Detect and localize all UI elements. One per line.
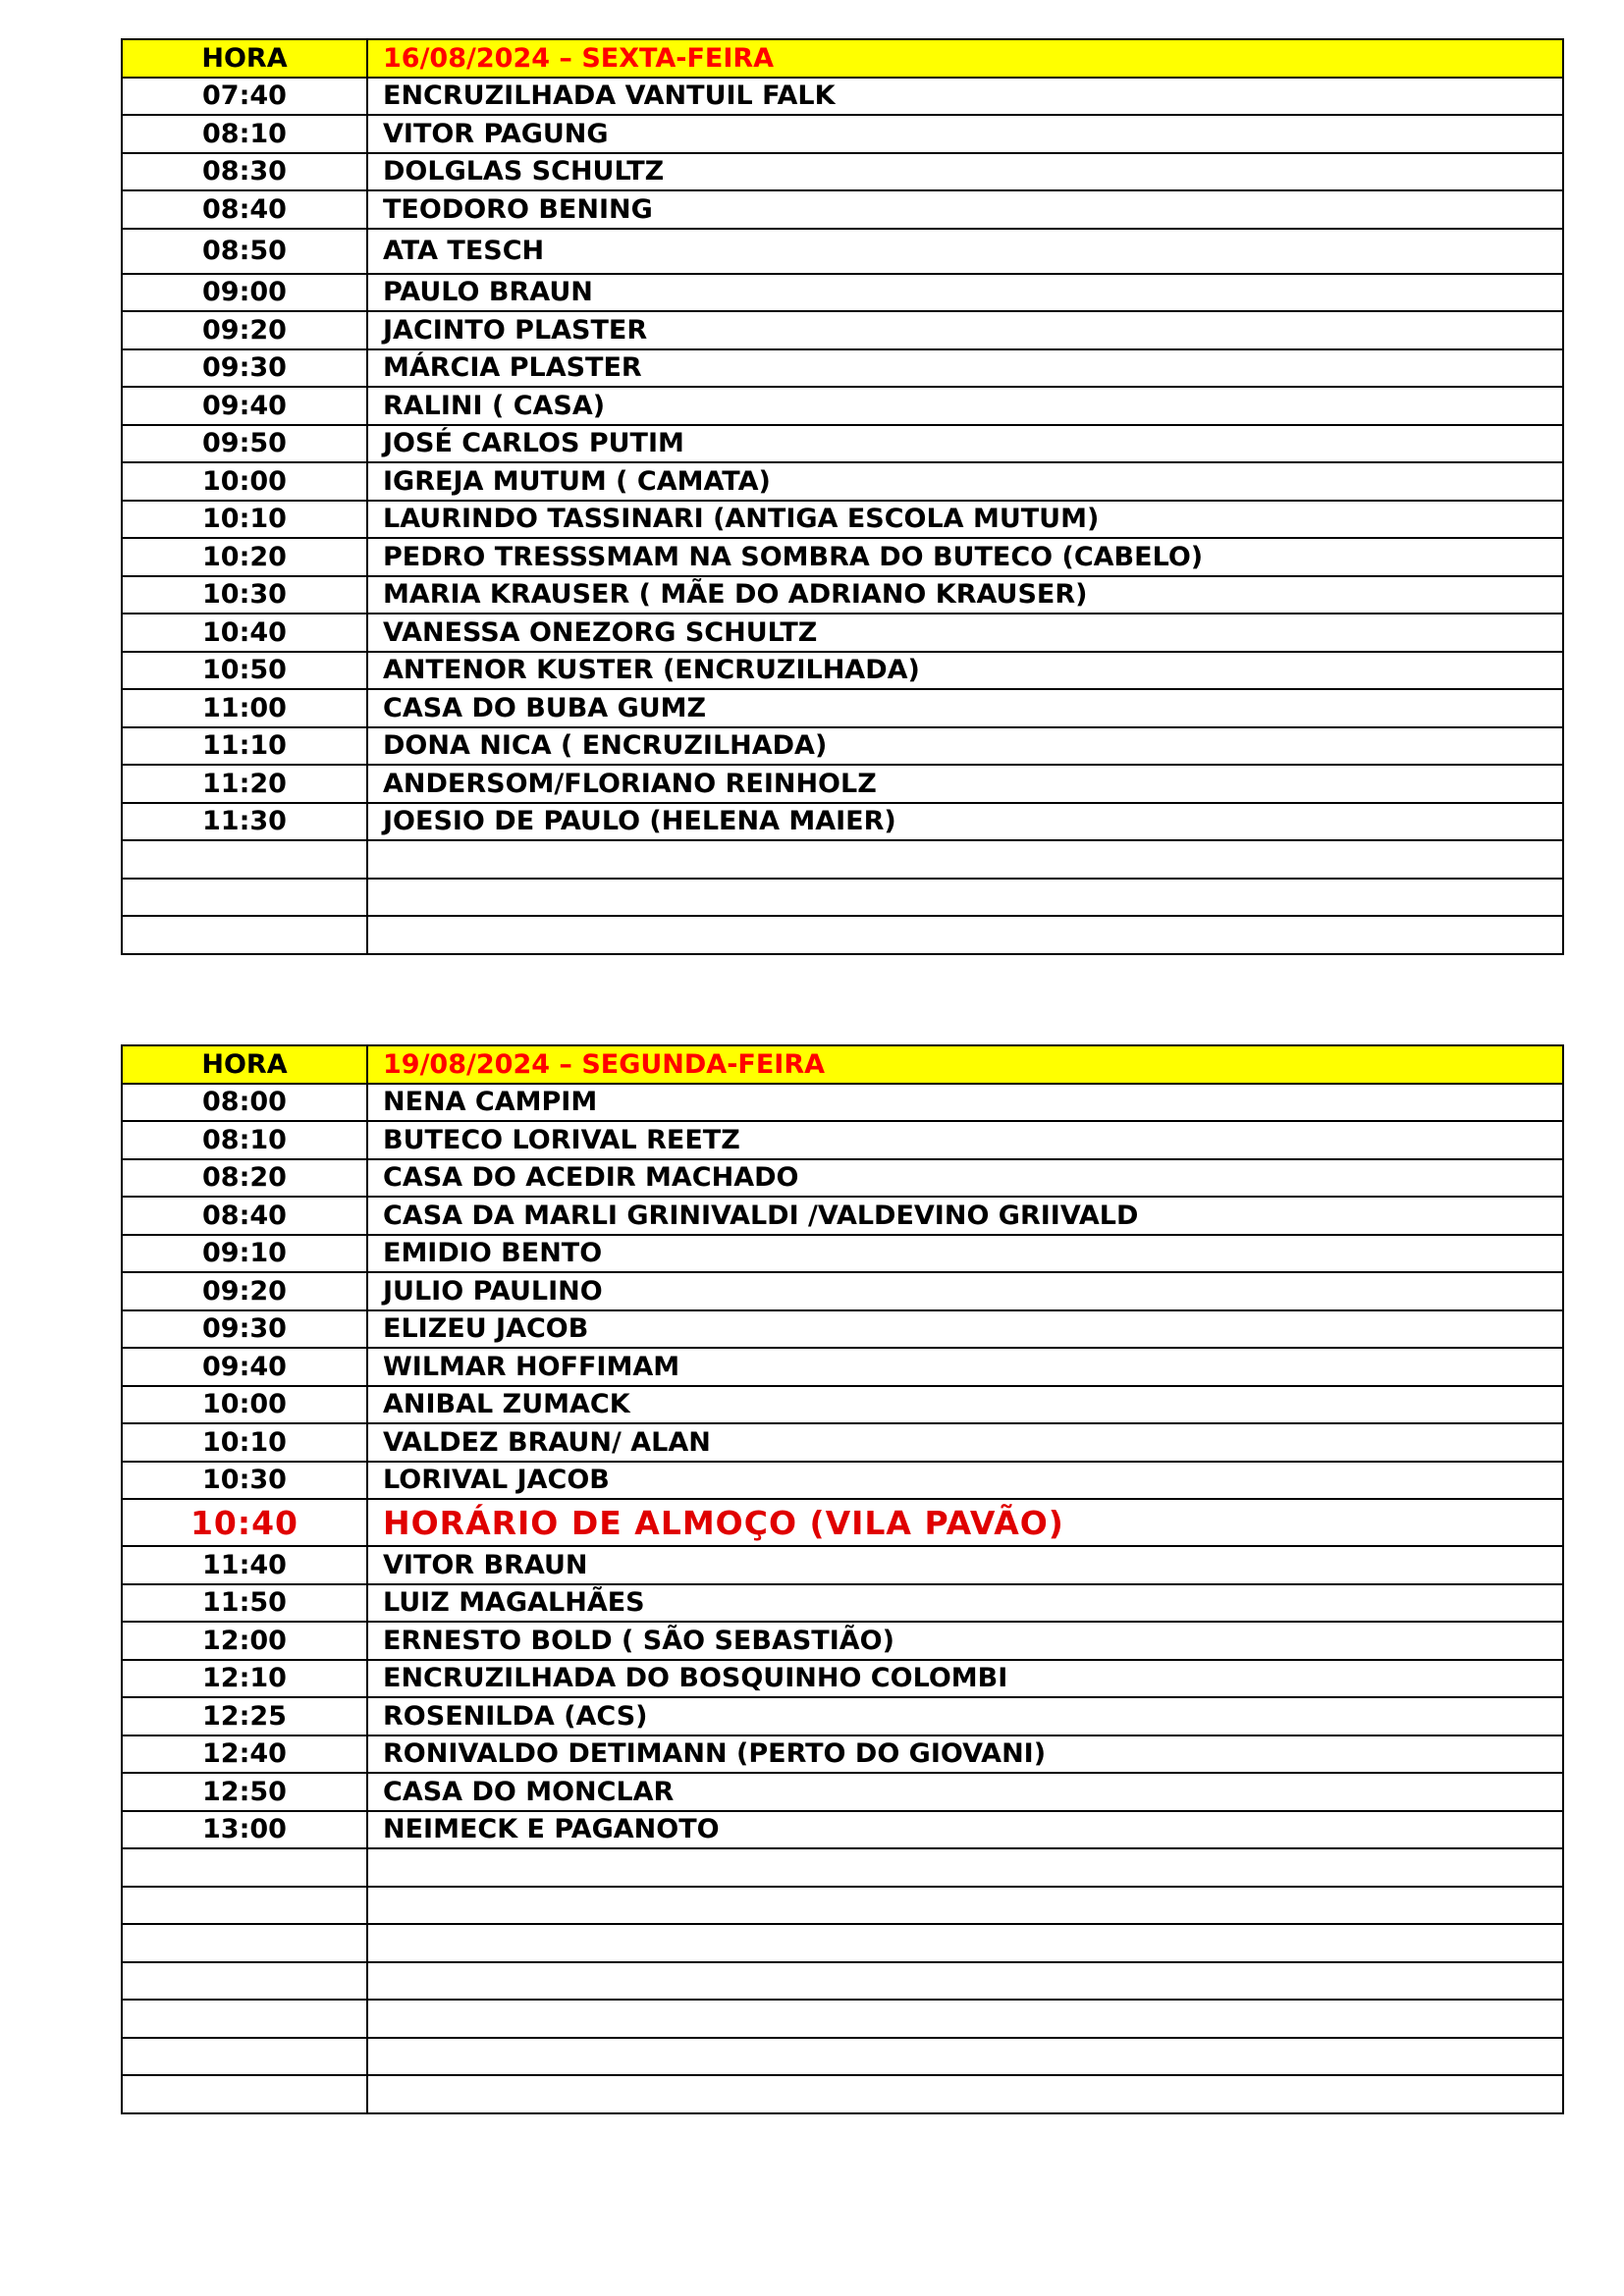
schedule-row: [122, 115, 1563, 153]
schedule-row: [122, 1348, 1563, 1386]
hora-header: HORA: [122, 39, 367, 78]
schedule-row: [122, 803, 1563, 841]
location-cell: ANTENOR KUSTER (ENCRUZILHADA): [367, 652, 1563, 690]
time-cell: 12:50: [122, 1773, 367, 1811]
location-cell: BUTECO LORIVAL REETZ: [367, 1121, 1563, 1159]
location-cell: JOSÉ CARLOS PUTIM: [367, 425, 1563, 463]
time-cell: 13:00: [122, 1811, 367, 1849]
lunch-break-row: [122, 1499, 1563, 1546]
monday-header-row: [122, 1045, 1563, 1084]
monday-date-header: 19/08/2024 – SEGUNDA-FEIRA: [367, 1045, 1563, 1084]
location-cell: ANDERSOM/FLORIANO REINHOLZ: [367, 765, 1563, 803]
time-cell: 10:30: [122, 1462, 367, 1500]
location-cell: RALINI ( CASA): [367, 387, 1563, 425]
location-cell: PEDRO TRESSSMAM NA SOMBRA DO BUTECO (CABELO): [367, 538, 1563, 576]
empty-row: [122, 2000, 1563, 2038]
schedule-row: [122, 576, 1563, 614]
location-cell: DONA NICA ( ENCRUZILHADA): [367, 727, 1563, 766]
location-cell: CASA DA MARLI GRINIVALDI /VALDEVINO GRIIVALD: [367, 1197, 1563, 1235]
location-cell: VALDEZ BRAUN/ ALAN: [367, 1423, 1563, 1462]
time-cell: 11:50: [122, 1584, 367, 1623]
location-cell: [367, 1887, 1563, 1925]
location-cell: HORÁRIO DE ALMOÇO (VILA PAVÃO): [367, 1499, 1563, 1546]
time-cell: [122, 1848, 367, 1887]
time-cell: 10:10: [122, 1423, 367, 1462]
schedule-row: [122, 1310, 1563, 1349]
schedule-row: [122, 1546, 1563, 1584]
location-cell: TEODORO BENING: [367, 190, 1563, 229]
time-cell: 08:10: [122, 115, 367, 153]
time-cell: 09:30: [122, 349, 367, 388]
time-cell: [122, 840, 367, 879]
time-cell: 09:20: [122, 311, 367, 349]
location-cell: [367, 916, 1563, 954]
time-cell: 12:00: [122, 1622, 367, 1660]
schedule-row: [122, 311, 1563, 349]
time-cell: 10:20: [122, 538, 367, 576]
schedule-row: [122, 501, 1563, 539]
time-cell: 09:30: [122, 1310, 367, 1349]
location-cell: IGREJA MUTUM ( CAMATA): [367, 462, 1563, 501]
time-cell: 10:40: [122, 614, 367, 652]
time-cell: 09:50: [122, 425, 367, 463]
time-cell: 10:40: [122, 1499, 367, 1546]
time-cell: [122, 1962, 367, 2001]
schedule-row: [122, 1084, 1563, 1122]
time-cell: 09:10: [122, 1235, 367, 1273]
schedule-row: [122, 462, 1563, 501]
time-cell: [122, 2038, 367, 2076]
schedule-row: [122, 387, 1563, 425]
schedule-row: [122, 1423, 1563, 1462]
schedule-row: [122, 689, 1563, 727]
time-cell: 12:40: [122, 1735, 367, 1774]
empty-row: [122, 2038, 1563, 2076]
empty-row: [122, 1887, 1563, 1925]
time-cell: 11:20: [122, 765, 367, 803]
monday-schedule-body: [122, 1045, 1563, 2113]
location-cell: [367, 1962, 1563, 2001]
empty-row: [122, 1848, 1563, 1887]
schedule-row: [122, 1735, 1563, 1774]
time-cell: [122, 1924, 367, 1962]
schedule-row: [122, 1584, 1563, 1623]
time-cell: 08:10: [122, 1121, 367, 1159]
time-cell: 07:40: [122, 78, 367, 116]
location-cell: CASA DO MONCLAR: [367, 1773, 1563, 1811]
location-cell: ENCRUZILHADA VANTUIL FALK: [367, 78, 1563, 116]
empty-row: [122, 2075, 1563, 2113]
friday-schedule-body: [122, 39, 1563, 954]
friday-schedule-table: [121, 38, 1564, 955]
schedule-row: [122, 1622, 1563, 1660]
time-cell: 09:00: [122, 274, 367, 312]
time-cell: 12:10: [122, 1660, 367, 1698]
location-cell: WILMAR HOFFIMAM: [367, 1348, 1563, 1386]
location-cell: EMIDIO BENTO: [367, 1235, 1563, 1273]
schedule-row: [122, 1272, 1563, 1310]
time-cell: 10:00: [122, 462, 367, 501]
schedule-row: [122, 229, 1563, 274]
schedule-row: [122, 727, 1563, 766]
location-cell: MÁRCIA PLASTER: [367, 349, 1563, 388]
time-cell: 08:20: [122, 1159, 367, 1198]
location-cell: [367, 1924, 1563, 1962]
location-cell: VANESSA ONEZORG SCHULTZ: [367, 614, 1563, 652]
empty-row: [122, 916, 1563, 954]
schedule-row: [122, 153, 1563, 191]
time-cell: 10:00: [122, 1386, 367, 1424]
schedule-row: [122, 765, 1563, 803]
friday-header-row: [122, 39, 1563, 78]
schedule-row: [122, 538, 1563, 576]
empty-row: [122, 1962, 1563, 2001]
location-cell: [367, 1848, 1563, 1887]
time-cell: 08:40: [122, 190, 367, 229]
empty-row: [122, 879, 1563, 917]
location-cell: ATA TESCH: [367, 229, 1563, 274]
schedule-row: [122, 274, 1563, 312]
time-cell: 08:40: [122, 1197, 367, 1235]
location-cell: PAULO BRAUN: [367, 274, 1563, 312]
location-cell: [367, 879, 1563, 917]
schedule-row: [122, 1660, 1563, 1698]
time-cell: 11:10: [122, 727, 367, 766]
time-cell: [122, 1887, 367, 1925]
location-cell: VITOR BRAUN: [367, 1546, 1563, 1584]
empty-row: [122, 1924, 1563, 1962]
friday-date-header: 16/08/2024 – SEXTA-FEIRA: [367, 39, 1563, 78]
time-cell: 08:30: [122, 153, 367, 191]
location-cell: LAURINDO TASSINARI (ANTIGA ESCOLA MUTUM): [367, 501, 1563, 539]
schedule-row: [122, 1462, 1563, 1500]
time-cell: 09:40: [122, 1348, 367, 1386]
location-cell: NEIMECK E PAGANOTO: [367, 1811, 1563, 1849]
schedule-row: [122, 1235, 1563, 1273]
location-cell: MARIA KRAUSER ( MÃE DO ADRIANO KRAUSER): [367, 576, 1563, 614]
time-cell: 09:40: [122, 387, 367, 425]
schedule-row: [122, 1811, 1563, 1849]
location-cell: ENCRUZILHADA DO BOSQUINHO COLOMBI: [367, 1660, 1563, 1698]
location-cell: [367, 840, 1563, 879]
location-cell: VITOR PAGUNG: [367, 115, 1563, 153]
schedule-row: [122, 1697, 1563, 1735]
schedule-row: [122, 1121, 1563, 1159]
schedule-row: [122, 1773, 1563, 1811]
schedule-row: [122, 349, 1563, 388]
schedule-row: [122, 1197, 1563, 1235]
schedule-row: [122, 652, 1563, 690]
schedule-row: [122, 190, 1563, 229]
time-cell: 11:30: [122, 803, 367, 841]
time-cell: 11:40: [122, 1546, 367, 1584]
time-cell: 10:10: [122, 501, 367, 539]
location-cell: RONIVALDO DETIMANN (PERTO DO GIOVANI): [367, 1735, 1563, 1774]
time-cell: [122, 916, 367, 954]
time-cell: [122, 879, 367, 917]
time-cell: [122, 2000, 367, 2038]
location-cell: ERNESTO BOLD ( SÃO SEBASTIÃO): [367, 1622, 1563, 1660]
location-cell: CASA DO ACEDIR MACHADO: [367, 1159, 1563, 1198]
time-cell: 10:30: [122, 576, 367, 614]
location-cell: JULIO PAULINO: [367, 1272, 1563, 1310]
location-cell: ANIBAL ZUMACK: [367, 1386, 1563, 1424]
empty-row: [122, 840, 1563, 879]
schedule-row: [122, 78, 1563, 116]
location-cell: ROSENILDA (ACS): [367, 1697, 1563, 1735]
hora-header: HORA: [122, 1045, 367, 1084]
location-cell: [367, 2038, 1563, 2076]
time-cell: 10:50: [122, 652, 367, 690]
schedule-row: [122, 614, 1563, 652]
monday-schedule-table: [121, 1044, 1564, 2114]
location-cell: DOLGLAS SCHULTZ: [367, 153, 1563, 191]
schedule-row: [122, 1159, 1563, 1198]
time-cell: 09:20: [122, 1272, 367, 1310]
location-cell: CASA DO BUBA GUMZ: [367, 689, 1563, 727]
time-cell: 08:50: [122, 229, 367, 274]
location-cell: LORIVAL JACOB: [367, 1462, 1563, 1500]
location-cell: LUIZ MAGALHÃES: [367, 1584, 1563, 1623]
time-cell: [122, 2075, 367, 2113]
location-cell: [367, 2000, 1563, 2038]
schedule-row: [122, 425, 1563, 463]
schedule-row: [122, 1386, 1563, 1424]
time-cell: 12:25: [122, 1697, 367, 1735]
location-cell: JOESIO DE PAULO (HELENA MAIER): [367, 803, 1563, 841]
time-cell: 11:00: [122, 689, 367, 727]
location-cell: NENA CAMPIM: [367, 1084, 1563, 1122]
location-cell: ELIZEU JACOB: [367, 1310, 1563, 1349]
location-cell: JACINTO PLASTER: [367, 311, 1563, 349]
location-cell: [367, 2075, 1563, 2113]
time-cell: 08:00: [122, 1084, 367, 1122]
